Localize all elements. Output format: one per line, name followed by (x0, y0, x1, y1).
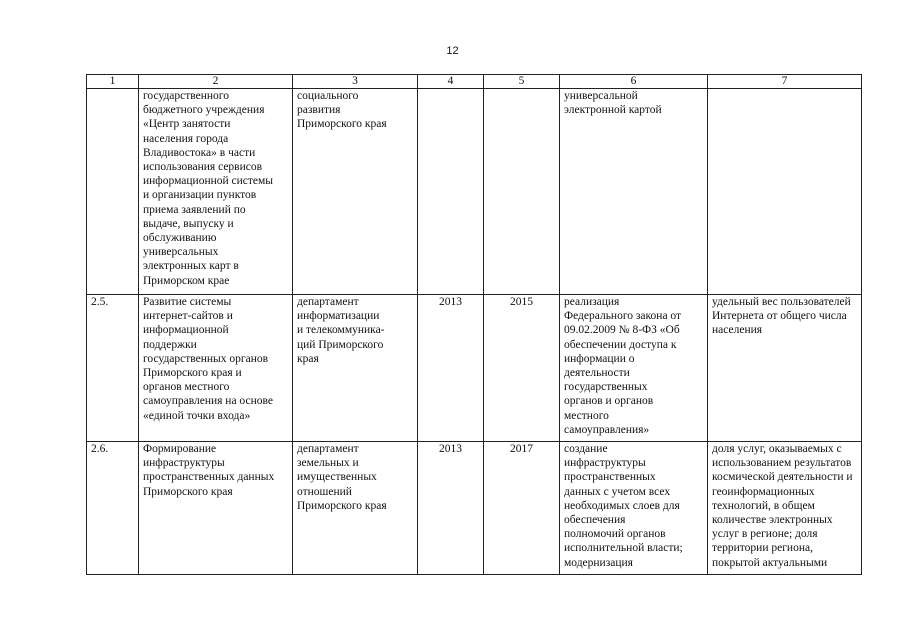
expected-result: универсальной электронной картой (560, 89, 708, 295)
measure-name: Формирование инфраструктуры пространственных данных Приморского края (139, 442, 293, 575)
row-number (87, 89, 139, 295)
page-number: 12 (446, 45, 459, 57)
start-year (418, 89, 484, 295)
column-header: 5 (484, 75, 560, 89)
measure-name: Развитие системы интернет-сайтов и информационной поддержки государственных органов Приморского края и органов местного самоуправления на основе «единой точки входа» (139, 295, 293, 442)
indicator (708, 89, 862, 295)
column-header: 4 (418, 75, 484, 89)
column-header: 3 (293, 75, 418, 89)
column-header: 1 (87, 75, 139, 89)
column-header: 6 (560, 75, 708, 89)
measure-name: государственного бюджетного учреждения «Центр занятости населения города Владивостока» в части использования сервисов информационной системы и организации пунктов приема заявлений по выдаче, выпуску и обслуживанию универсальных электронных карт в Приморском крае (139, 89, 293, 295)
executor: департамент информатизации и телекоммуника- ций Приморского края (293, 295, 418, 442)
table-row (87, 295, 862, 442)
start-year: 2013 (418, 442, 484, 575)
end-year: 2017 (484, 442, 560, 575)
document-table (86, 74, 862, 575)
row-number: 2.5. (87, 295, 139, 442)
expected-result: создание инфраструктуры пространственных данных с учетом всех необходимых слоев для обеспечения полномочий органов исполнительной власти; модернизация (560, 442, 708, 575)
end-year (484, 89, 560, 295)
executor: социального развития Приморского края (293, 89, 418, 295)
row-number: 2.6. (87, 442, 139, 575)
expected-result: реализация Федерального закона от 09.02.2009 № 8-ФЗ «Об обеспечении доступа к информации о деятельности государственных органов и органов местного самоуправления» (560, 295, 708, 442)
start-year: 2013 (418, 295, 484, 442)
header-row (87, 75, 862, 89)
table-row (87, 89, 862, 295)
executor: департамент земельных и имущественных отношений Приморского края (293, 442, 418, 575)
table-row (87, 442, 862, 575)
indicator: удельный вес пользователей Интернета от общего числа населения (708, 295, 862, 442)
end-year: 2015 (484, 295, 560, 442)
column-header: 7 (708, 75, 862, 89)
indicator: доля услуг, оказываемых с использованием результатов космической деятельности и геоинформационных технологий, в общем количестве электронных услуг в регионе; доля территории региона, покрытой актуальными (708, 442, 862, 575)
column-header: 2 (139, 75, 293, 89)
